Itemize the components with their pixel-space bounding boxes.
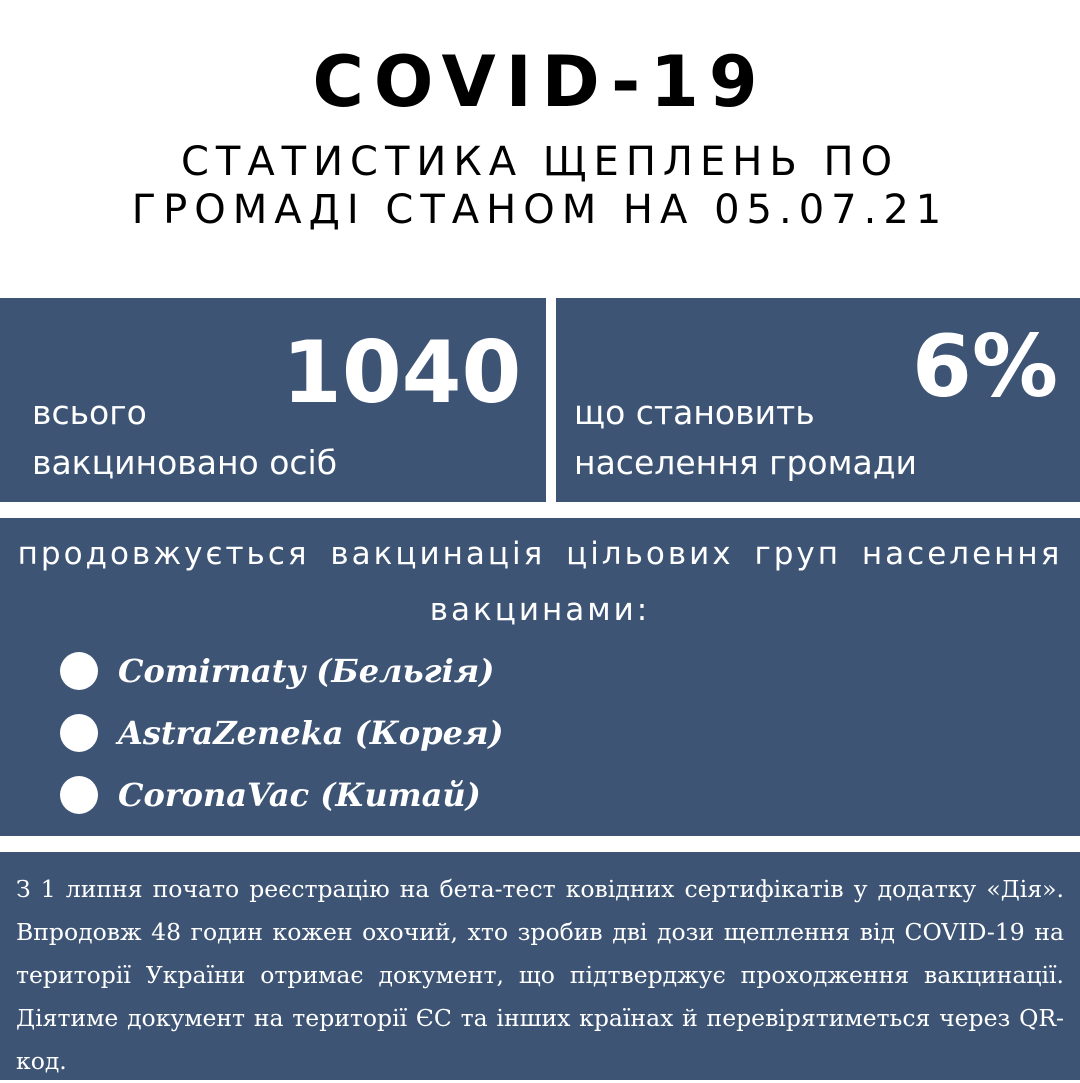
certificate-note-panel <box>0 852 1080 1080</box>
header <box>0 0 1080 298</box>
vaccination-intro: продовжуєтьcя вакцинація цільових груп населення вакцинами: <box>17 536 1063 628</box>
total-label-line2: вакциновано осіб <box>32 443 338 482</box>
percent-label-line2: населення громади <box>574 443 917 482</box>
total-vaccinated-value: 1040 <box>282 323 522 423</box>
page-subtitle: СТАТИСТИКА ЩЕПЛЕНЬ ПО ГРОМАДІ СТАНОМ НА 05.07.21 <box>131 139 949 233</box>
certificate-note: З 1 липня почато реєстрацію на бета-тест ковідних сертифікатів у додатку «Дія». Впродовж 48 годин кожен охочий, хто зробив дві дози щеплення від COVID-19 на території України отримає документ, що підтверджує проходження вакцинації. Діятиме документ на території ЄС та інших країнах й перевірятиметься через QR-код. <box>16 875 1064 1075</box>
total-vaccinated-label <box>32 388 337 488</box>
vaccine-name: CoronaVac (Китай) <box>118 776 481 814</box>
percent-label-line1: що становить <box>574 393 815 432</box>
list-item <box>60 764 504 826</box>
total-vaccinated-panel <box>0 298 546 502</box>
page-title: COVID-19 <box>312 41 768 123</box>
bullet-icon <box>60 776 98 814</box>
vaccine-name: AstraZeneka (Корея) <box>118 714 504 752</box>
total-label-line1: всього <box>32 393 147 432</box>
bullet-icon <box>60 652 98 690</box>
population-percent-value: 6% <box>911 317 1058 417</box>
population-percent-label <box>574 388 917 488</box>
list-item <box>60 640 504 702</box>
list-item <box>60 702 504 764</box>
vaccine-list <box>60 640 504 826</box>
population-percent-panel <box>556 298 1080 502</box>
vaccines-panel <box>0 518 1080 836</box>
vaccine-name: Comirnaty (Бельгія) <box>118 652 495 690</box>
bullet-icon <box>60 714 98 752</box>
